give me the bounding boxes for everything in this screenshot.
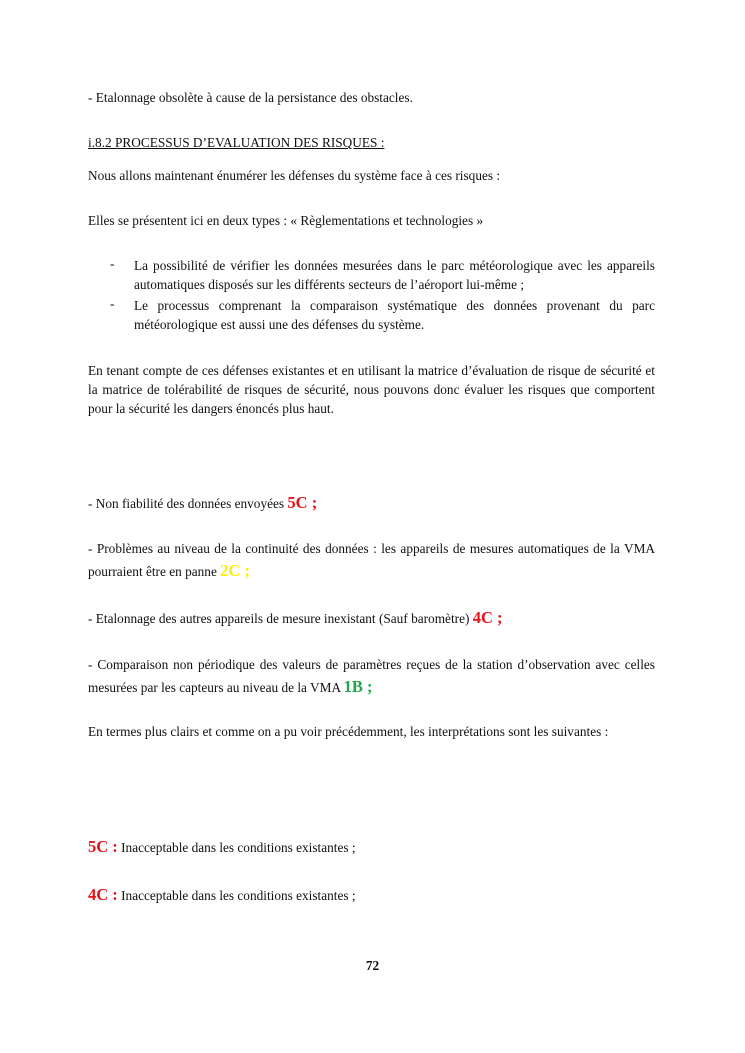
risk-text: - Etalonnage des autres appareils de mesure inexistant (Sauf baromètre) [88, 611, 473, 626]
bullet-item [110, 296, 655, 334]
risk-code-badge: 4C ; [472, 608, 503, 627]
risk-item [88, 654, 655, 699]
risk-text: - Problèmes au niveau de la continuité des données : les appareils de mesures automatiques de la VMA pourraient être en panne [88, 541, 655, 579]
interpretation-code: 5C : [88, 837, 118, 856]
paragraph-intro-defenses: Nous allons maintenant énumérer les défenses du système face à ces risques : [88, 168, 501, 183]
risk-code-badge: 2C ; [220, 561, 250, 580]
paragraph-two-types: Elles se présentent ici en deux types : « Règlementations et technologies » [88, 213, 484, 228]
interpretation-text: Inacceptable dans les conditions existantes ; [117, 840, 356, 855]
risk-code-badge: 1B ; [343, 677, 373, 696]
risk-item [88, 607, 655, 629]
bullet-item [110, 256, 655, 294]
interpretation-code: 4C : [88, 885, 118, 904]
risk-item [88, 492, 655, 514]
interpretation-item [88, 836, 655, 859]
interpretation-item [88, 884, 655, 907]
paragraph-evaluation: En tenant compte de ces défenses existantes et en utilisant la matrice d’évaluation de risque de sécurité et la matrice de tolérabilité de risques de sécurité, nous pouvons donc évaluer les risques que comportent pour la sécurité les dangers énoncés plus haut. [88, 363, 655, 416]
risk-text: - Non fiabilité des données envoyées [88, 496, 288, 511]
interpretation-text: Inacceptable dans les conditions existantes ; [117, 888, 356, 903]
bullet-dash: - [110, 256, 115, 271]
risk-code-badge: 5C ; [287, 493, 318, 512]
section-heading: i.8.2 PROCESSUS D’EVALUATION DES RISQUES : [88, 135, 385, 150]
risk-text: - Comparaison non périodique des valeurs de paramètres reçues de la station d’observation avec celles mesurées par les capteurs au niveau de la VMA [88, 657, 655, 695]
paragraph-etalonnage-obsolete: - Etalonnage obsolète à cause de la persistance des obstacles. [88, 90, 413, 105]
risk-item [88, 538, 655, 583]
page-number: 72 [365, 958, 380, 973]
paragraph-interpretations-intro: En termes plus clairs et comme on a pu voir précédemment, les interprétations sont les suivantes : [88, 724, 609, 739]
bullet-text: La possibilité de vérifier les données mesurées dans le parc météorologique avec les appareils automatiques disposés sur les différents secteurs de l’aéroport lui-même ; [134, 258, 655, 292]
bullet-text: Le processus comprenant la comparaison systématique des données provenant du parc météorologique est aussi une des défenses du système. [134, 298, 655, 332]
bullet-dash: - [110, 296, 115, 311]
